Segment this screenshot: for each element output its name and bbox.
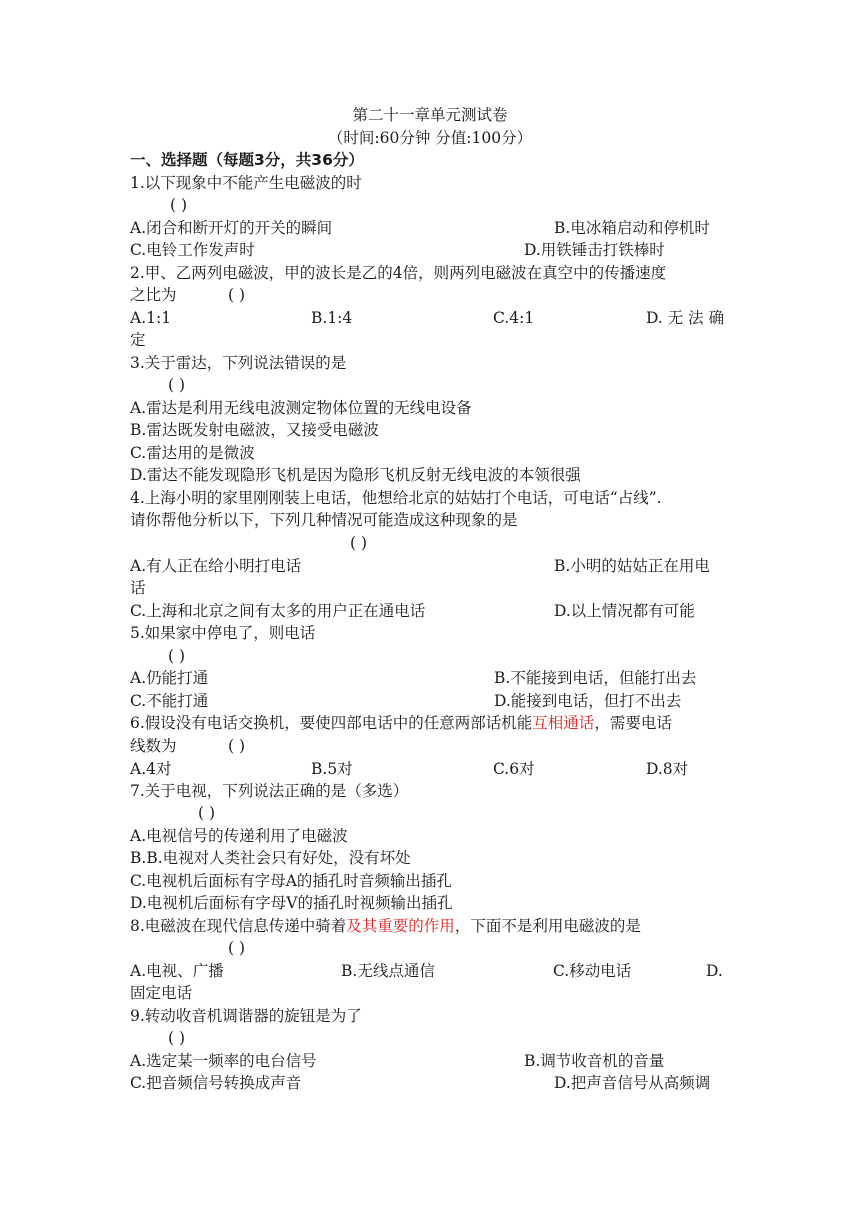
question-2-stem: 2.甲、乙两列电磁波，甲的波长是乙的4倍，则两列电磁波在真空中的传播速度 — [130, 264, 667, 282]
question-6-answer-blank: ( ) — [228, 737, 246, 755]
question-5-option-c: C.不能打通 — [130, 692, 209, 710]
question-4-option-d: D.以上情况都有可能 — [554, 602, 695, 620]
question-8-option-a: A.电视、广播 — [130, 962, 224, 980]
question-8-option-c: C.移动电话 — [553, 962, 632, 980]
question-9-option-c: C.把音频信号转换成声音 — [130, 1074, 302, 1092]
question-4-option-b-continued: 话 — [130, 579, 146, 597]
question-4-option-c: C.上海和北京之间有太多的用户正在通电话 — [130, 602, 426, 620]
question-6-option-b: B.5对 — [311, 760, 353, 778]
question-5-answer-blank: ( ) — [168, 647, 186, 665]
question-8-option-b: B.无线点通信 — [341, 962, 435, 980]
question-2-answer-blank: ( ) — [228, 286, 246, 304]
section-heading: 一、选择题（每题3分，共36分） — [130, 151, 364, 169]
question-6-stem-text: 6.假设没有电话交换机，要使四部电话中的任意两部话机能 — [130, 714, 533, 732]
question-3-stem: 3.关于雷达，下列说法错误的是 — [130, 354, 347, 372]
question-7-stem: 7.关于电视，下列说法正确的是（多选） — [130, 782, 409, 800]
question-7-option-a: A.电视信号的传递利用了电磁波 — [130, 827, 348, 845]
question-9-stem: 9.转动收音机调谐器的旋钮是为了 — [130, 1007, 362, 1025]
question-8-stem — [130, 915, 641, 937]
question-4-stem-continued: 请你帮他分析以下，下列几种情况可能造成这种现象的是 — [130, 511, 518, 529]
question-2-option-a: A.1:1 — [130, 309, 172, 327]
question-8-highlighted-text: 及其重要的作用 — [346, 917, 455, 935]
question-1-answer-blank: ( ) — [170, 196, 188, 214]
question-4-answer-blank: ( ) — [350, 534, 368, 552]
question-4-stem: 4.上海小明的家里刚刚装上电话，他想给北京的姑姑打个电话，可电话“占线”. — [130, 489, 662, 507]
question-3-option-d: D.雷达不能发现隐形飞机是因为隐形飞机反射无线电波的本领很强 — [130, 466, 581, 484]
question-1-option-a: A.闭合和断开灯的开关的瞬间 — [130, 219, 333, 237]
question-2-option-c: C.4:1 — [493, 309, 535, 327]
question-8-option-d-continued: 固定电话 — [130, 984, 193, 1002]
question-5-option-d: D.能接到电话，但打不出去 — [494, 692, 682, 710]
question-1-option-b: B.电冰箱启动和停机时 — [554, 219, 710, 237]
question-2-option-b: B.1:4 — [311, 309, 353, 327]
question-2-option-d-continued: 定 — [130, 331, 146, 349]
question-1-stem: 1.以下现象中不能产生电磁波的时 — [130, 174, 362, 192]
question-8-stem-text: 8.电磁波在现代信息传递中骑着 — [130, 917, 347, 935]
question-6-option-a: A.4对 — [130, 760, 172, 778]
question-8-stem-text-end: ，下面不是利用电磁波的是 — [454, 917, 641, 935]
question-2-option-d: D. 无 法 确 — [646, 309, 725, 327]
question-7-option-c: C.电视机后面标有字母A的插孔时音频输出插孔 — [130, 872, 452, 890]
question-6-option-d: D.8对 — [646, 760, 689, 778]
question-3-option-b: B.雷达既发射电磁波，又接受电磁波 — [130, 421, 379, 439]
question-4-option-b: B.小明的姑姑正在用电 — [554, 557, 710, 575]
question-7-option-b: B.B.电视对人类社会只有好处，没有坏处 — [130, 849, 411, 867]
question-2-stem-continued: 之比为 — [130, 286, 177, 304]
question-7-answer-blank: ( ) — [198, 804, 216, 822]
question-1-option-c: C.电铃工作发声时 — [130, 241, 255, 259]
question-6-stem-text-end: ，需要电话 — [594, 714, 672, 732]
question-7-option-d: D.电视机后面标有字母V的插孔时视频输出插孔 — [130, 894, 453, 912]
question-6-stem-continued: 线数为 — [130, 737, 177, 755]
question-6-highlighted-text: 互相通话 — [532, 714, 595, 732]
question-9-option-a: A.选定某一频率的电台信号 — [130, 1052, 317, 1070]
question-8-option-d: D. — [706, 962, 723, 980]
question-6-stem — [130, 712, 672, 734]
question-3-option-a: A.雷达是利用无线电波测定物体位置的无线电设备 — [130, 399, 472, 417]
question-9-option-d: D.把声音信号从高频调 — [554, 1074, 711, 1092]
question-1-option-d: D.用铁锤击打铁棒时 — [524, 241, 665, 259]
question-8-answer-blank: ( ) — [228, 939, 246, 957]
question-3-option-c: C.雷达用的是微波 — [130, 444, 255, 462]
question-5-option-a: A.仍能打通 — [130, 669, 209, 687]
page-title: 第二十一章单元测试卷 — [352, 106, 508, 124]
question-9-answer-blank: ( ) — [168, 1029, 186, 1047]
page-subtitle: （时间:60分钟 分值:100分） — [327, 129, 533, 147]
question-5-option-b: B.不能接到电话，但能打出去 — [494, 669, 697, 687]
question-5-stem: 5.如果家中停电了，则电话 — [130, 624, 316, 642]
question-4-option-a: A.有人正在给小明打电话 — [130, 557, 302, 575]
question-3-answer-blank: ( ) — [168, 376, 186, 394]
question-9-option-b: B.调节收音机的音量 — [524, 1052, 665, 1070]
question-6-option-c: C.6对 — [493, 760, 535, 778]
